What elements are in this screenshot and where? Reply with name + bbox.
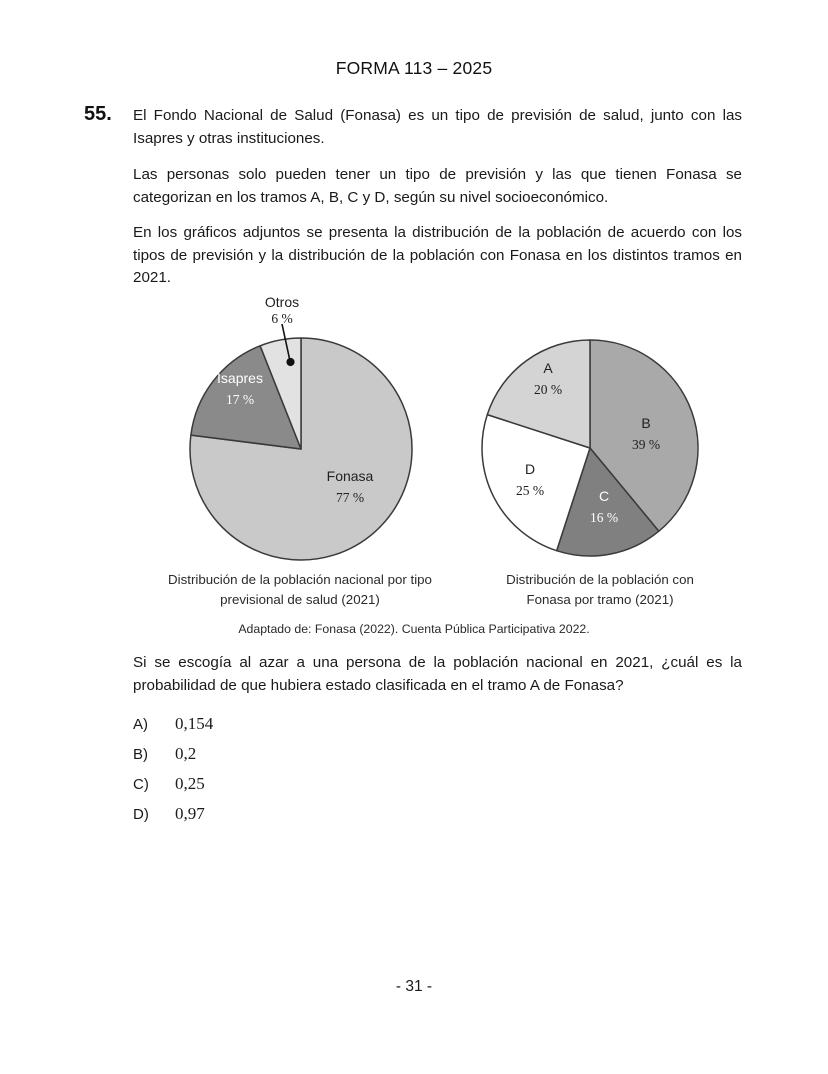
question-number: 55.: [84, 103, 112, 125]
answer-option-a[interactable]: [133, 714, 533, 744]
answer-option-a-letter: A): [133, 716, 148, 733]
answer-option-d[interactable]: [133, 804, 533, 834]
pie-slice-value-a: 20 %: [533, 382, 563, 397]
figure-caption-right-line2: Fonasa por tramo (2021): [526, 592, 674, 607]
pie-slice-value-b: 39 %: [631, 437, 661, 452]
figure-caption-right-line1: Distribución de la población con: [506, 572, 694, 587]
pie-chart-prevision: [170, 288, 440, 568]
question-paragraph-1: El Fondo Nacional de Salud (Fonasa) es un tipo de previsión de salud, junto con las Isapres y otras instituciones.: [133, 107, 742, 147]
answer-option-c[interactable]: [133, 774, 533, 804]
pie-slice-label-d: D: [524, 461, 536, 477]
answer-option-c-value: 0,25: [175, 774, 205, 793]
pie-slice-value-isapres: 17 %: [225, 392, 255, 407]
pie-slice-label-b: B: [641, 415, 651, 431]
page-number-footer: - 31 -: [395, 978, 433, 995]
pie-slice-label-a: A: [543, 360, 553, 376]
question-prompt: Si se escogía al azar a una persona de la población nacional en 2021, ¿cuál es la probabilidad de que hubiera estado clasificada en el tramo A de Fonasa?: [133, 654, 742, 694]
answer-option-b-letter: B): [133, 746, 148, 763]
pie-slice-value-fonasa: 77 %: [335, 490, 365, 505]
figure-caption-left-line2: previsional de salud (2021): [220, 592, 380, 607]
form-header: FORMA 113 – 2025: [335, 58, 493, 78]
pie-slice-label-isapres: Isapres: [217, 370, 263, 386]
figure-caption-left-line1: Distribución de la población nacional por tipo: [168, 572, 432, 587]
figure-caption-right: [480, 570, 720, 610]
pie-slice-label-c: C: [598, 488, 610, 504]
answer-option-d-value: 0,97: [175, 804, 205, 823]
pie-slice-label-otros: Otros: [264, 294, 300, 310]
charts-figure: [0, 288, 828, 568]
pie-slice-value-c: 16 %: [589, 510, 619, 525]
pie-slice-value-d: 25 %: [515, 483, 545, 498]
answer-option-d-letter: D): [133, 806, 149, 823]
pie-slice-label-fonasa: Fonasa: [326, 468, 374, 484]
answer-option-c-letter: C): [133, 776, 149, 793]
figure-caption-left: [140, 570, 460, 610]
answer-options: [133, 714, 533, 834]
question-paragraph-2: Las personas solo pueden tener un tipo de previsión y las que tienen Fonasa se categorizan en los tramos A, B, C y D, según su nivel socioeconómico.: [133, 166, 742, 206]
answer-option-a-value: 0,154: [175, 714, 214, 733]
otros-leader-dot: [286, 358, 294, 366]
pie-chart-tramos: [478, 288, 706, 568]
question-paragraph-3: En los gráficos adjuntos se presenta la distribución de la población de acuerdo con los tipos de previsión y la distribución de la población con Fonasa en los distintos tramos en 2021.: [133, 224, 742, 286]
answer-option-b-value: 0,2: [175, 744, 197, 763]
pie-slice-value-otros: 6 %: [271, 311, 293, 326]
figure-source-note: Adaptado de: Fonasa (2022). Cuenta Pública Participativa 2022.: [238, 622, 590, 636]
answer-option-b[interactable]: [133, 744, 533, 774]
